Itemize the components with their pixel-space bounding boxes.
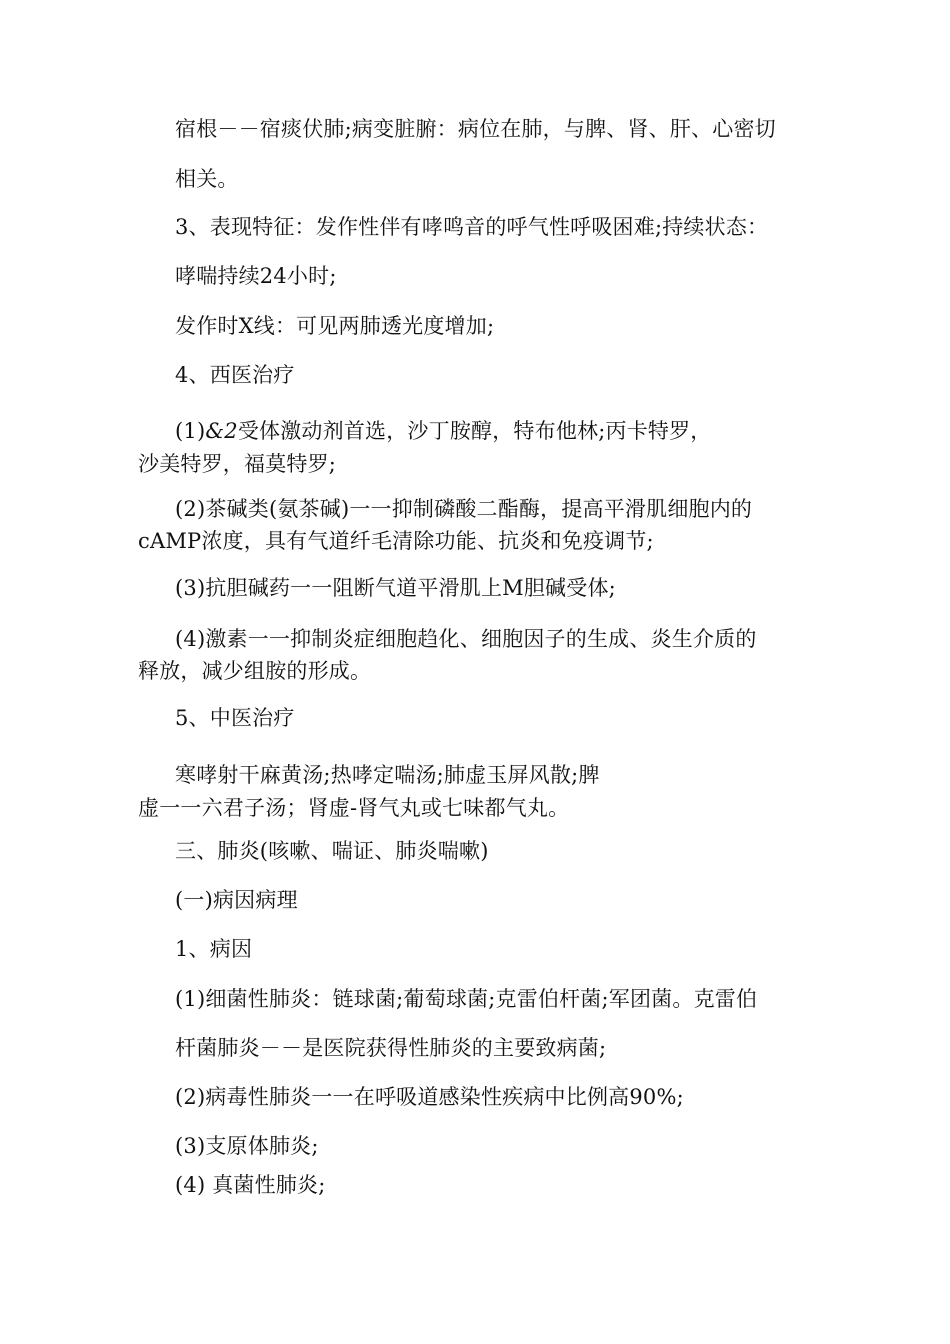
section-heading: 三、肺炎(咳嗽、喘证、肺炎喘嗽) [175,839,489,863]
subsection-heading: 1、病因 [175,937,253,961]
text-span: 受体激动剂首选，沙丁胺醇，特布他林;丙卡特罗， [237,419,712,443]
subsection-heading: (一)病因病理 [175,888,298,912]
text-line: (2)茶碱类(氨茶碱)一一抑制磷酸二酯酶，提高平滑肌细胞内的 [175,497,753,521]
text-line: 寒哮射干麻黄汤;热哮定喘汤;肺虚玉屏风散;脾 [175,763,600,787]
list-marker: (1) [175,419,206,443]
text-line: (4)激素一一抑制炎症细胞趋化、细胞因子的生成、炎生介质的 [175,627,757,651]
text-line: 相关。 [175,167,239,191]
text-line: (2)病毒性肺炎一一在呼吸道感染性疾病中比例高90%; [175,1085,684,1109]
text-line: (1)细菌性肺炎：链球菌;葡萄球菌;克雷伯杆菌;军团菌。克雷伯 [175,987,758,1011]
text-line: 释放，减少组胺的形成。 [138,659,372,683]
text-line: (4) 真菌性肺炎; [175,1173,326,1197]
text-line: 虚一一六君子汤；肾虚-肾气丸或七味都气丸。 [138,796,570,820]
beta-symbol: &2 [205,419,238,443]
text-line: (3)支原体肺炎; [175,1134,319,1158]
section-heading: 5、中医治疗 [175,706,295,730]
text-line: (3)抗胆碱药一一阻断气道平滑肌上M胆碱受体; [175,576,616,600]
text-line: 杆菌肺炎－－是医院获得性肺炎的主要致病菌; [175,1036,607,1060]
text-line: 沙美特罗，福莫特罗; [138,452,337,476]
text-line [175,418,712,444]
section-heading: 4、西医治疗 [175,363,295,387]
text-line: 发作时X线：可见两肺透光度增加; [175,314,495,338]
text-line: 哮喘持续24小时; [175,264,337,288]
text-line: cAMP浓度，具有气道纤毛清除功能、抗炎和免疫调节; [138,529,654,553]
text-line: 宿根－－宿痰伏肺;病变脏腑：病位在肺，与脾、肾、肝、心密切 [175,117,776,141]
text-line: 3、表现特征：发作性伴有哮鸣音的呼气性呼吸困难;持续状态： [175,215,769,239]
